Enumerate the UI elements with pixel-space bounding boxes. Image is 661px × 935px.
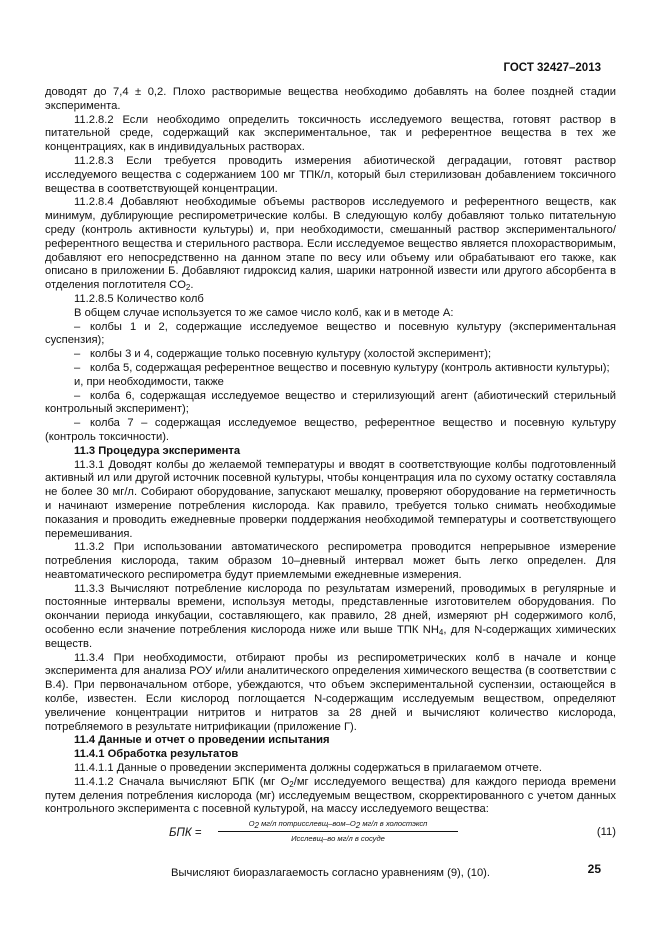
list-item (45, 417, 616, 445)
paragraph-continuation: доводят до 7,4 ± 0,2. Плохо растворимые вещества необходимо добавлять на более поздней стадии эксперимента. (45, 86, 616, 112)
paragraph-11-3-3 (45, 583, 616, 652)
list-item-text: колба 5, содержащая референтное вещество и посевную культуру (контроль активности культуры); (90, 361, 610, 374)
dash-bullet-icon: – (74, 361, 81, 374)
paragraph-also: и, при необходимости, также (74, 375, 224, 388)
paragraph-11-4-1-1: 11.4.1.1 Данные о проведении эксперимента должны содержаться в прилагаемом отчете. (74, 762, 543, 775)
formula-fraction (218, 819, 458, 844)
paragraph-11-3-3-text: 11.3.3 Вычисляют потребление кислорода по результатам измерений, проводимых в регулярные и постоянные интервалы времени, используя методы, представленные изготовителем оборудования. По окончании периода инкубации, составляющего, как правило, 28 дней, измеряют pH содержимого колб, особенно если значение потребления кислорода ниже или выше ТПК NH (45, 582, 616, 637)
paragraph-11-2-8-5: 11.2.8.5 Количество колб (74, 292, 204, 305)
formula-numerator (218, 819, 458, 832)
paragraph-general-case: В общем случае используется то же самое число колб, как и в методе А: (74, 306, 454, 319)
o2-subscript: 2 (289, 779, 294, 789)
paragraph-11-2-8-4-text: 11.2.8.4 Добавляют необходимые объемы растворов исследуемого и референтного веществ, как минимум, дублирующие респирометрические колбы. В следующую колбу добавляют только питательную среду (контроль активности культуры) и, при необходимости, смешанный раствор экспериментального/референтного вещества и стерильного раствора. Если исследуемое вещество является плохорастворимым, добавляют его непосредственно на данном этапе по весу или объему или обрабатывают его также, как описано в приложении Б. Добавляют гидроксид калия, шарики натронной извести или другого абсорбента в отделения поглотителя CO (45, 196, 616, 292)
paragraph-11-3-4: 11.3.4 При необходимости, отбирают пробы из респирометрических колб в начале и конце эксперимента для анализа РОУ и/или аналитического определения химического вещества (в соответствии с В.4). При первоначальном отборе, убеждаются, что объем экспериментальной суспензии, остающейся в колбе, известен. Если кислород поглощается N-содержащим исследуемым веществом, определяют увеличение концентрации нитритов и нитратов за 28 дней и вычисляют количество кислорода, потребляемого в результате нитрификации (приложение Г). (45, 651, 616, 733)
dash-bullet-icon: – (74, 348, 81, 361)
paragraph-11-2-8-3: 11.2.8.3 Если требуется проводить измерения абиотической деградации, готовят раствор исследуемого вещества с содержанием 100 мг ТПК/л, который был стерилизован добавлением токсичного вещества в соответствующей концентрации. (45, 154, 616, 195)
paragraph-11-3-1: 11.3.1 Доводят колбы до желаемой температуры и вводят в соответствующие колбы подготовленный активный ил или другой источник посевной культуры, чтобы концентрация ила по сухому остатку составляла не более 30 мг/л. Собирают оборудование, запускают мешалку, проверяют оборудование на герметичность и начинают измерение потребления кислорода. Как правило, требуется только снимать необходимые показания и проводить ежедневные проверки поддержания необходимой температуры и соответствующего перемешивания. (45, 458, 616, 540)
nh4-subscript: 4 (438, 628, 444, 638)
formula-denominator: Исслевщ–во мг/л в сосуде (291, 834, 385, 844)
list-item-text: колба 7 – содержащая исследуемое вещество, референтное вещество и посевную культуру (контроль токсичности). (45, 417, 616, 443)
formula-bpk (45, 819, 616, 853)
paragraph-11-3-3-end: , для N-содержащих химических веществ. (45, 624, 616, 650)
paragraph-11-2-8-2: 11.2.8.2 Если необходимо определить токсичность исследуемого вещества, готовят раствор в питательной среде, содержащий как экспериментальное, так и референтное вещества в тех же концентрациях, как в индивидуальных растворах. (45, 113, 616, 154)
numerator-o2: O (248, 819, 255, 829)
section-heading-11-4-1: 11.4.1 Обработка результатов (74, 748, 239, 761)
paragraph-11-4-1-2 (45, 776, 616, 817)
list-item-text: колбы 1 и 2, содержащие исследуемое вещество и посевную культуру (экспериментальная суспензия); (45, 320, 616, 347)
section-heading-11-4: 11.4 Данные и отчет о проведении испытания (74, 734, 330, 747)
numerator-sub-2: 2 (355, 821, 361, 831)
numerator-mid: мг/л потрисслевщ–вом–O (258, 819, 356, 829)
paragraph-11-2-8-4-end: . (190, 279, 194, 292)
document-standard-header: ГОСТ 32427–2013 (503, 62, 601, 74)
numerator-end: мг/л в холостэксп (360, 819, 428, 829)
list-item (45, 348, 616, 362)
paragraph-final: Вычисляют биоразлагаемость согласно уравнениям (9), (10). (171, 867, 490, 880)
paragraph-11-4-1-2-start: 11.4.1.2 Сначала вычисляют БПК (мг O (74, 775, 290, 788)
list-item (45, 362, 616, 376)
list-item-text: колба 6, содержащая исследуемое вещество и стерилизующий агент (абиотический стерильный контрольный эксперимент); (45, 389, 616, 416)
list-item (45, 321, 616, 349)
formula-lhs: БПК = (169, 827, 202, 840)
equation-number: (11) (596, 826, 616, 839)
paragraph-11-4-1-2-rest: /мг исследуемого вещества) для каждого периода времени путем деления потребления кислорода (мг) исследуемым веществом, скорректированного с учетом данных контрольного эксперимента с посевной культурой, на массу исследуемого вещества: (45, 775, 617, 816)
document-body (45, 86, 616, 881)
list-item (45, 390, 616, 418)
list-item-text: колбы 3 и 4, содержащие только посевную культуру (холостой эксперимент); (90, 348, 492, 361)
section-heading-11-3: 11.3 Процедура эксперимента (74, 444, 241, 457)
dash-bullet-icon: – (74, 320, 81, 333)
dash-bullet-icon: – (74, 389, 81, 402)
numerator-sub-1: 2 (254, 821, 259, 831)
co2-subscript: 2 (185, 283, 191, 293)
dash-bullet-icon: – (74, 417, 81, 430)
paragraph-11-3-2: 11.3.2 При использовании автоматического респирометра проводится непрерывное измерение потребления кислорода, таким образом 10–дневный интервал может быть легко определен. Для неавтоматического респирометра будут приемлемыми ежедневные измерения. (45, 541, 616, 581)
page-number: 25 (587, 862, 601, 876)
paragraph-11-2-8-4 (45, 196, 616, 293)
